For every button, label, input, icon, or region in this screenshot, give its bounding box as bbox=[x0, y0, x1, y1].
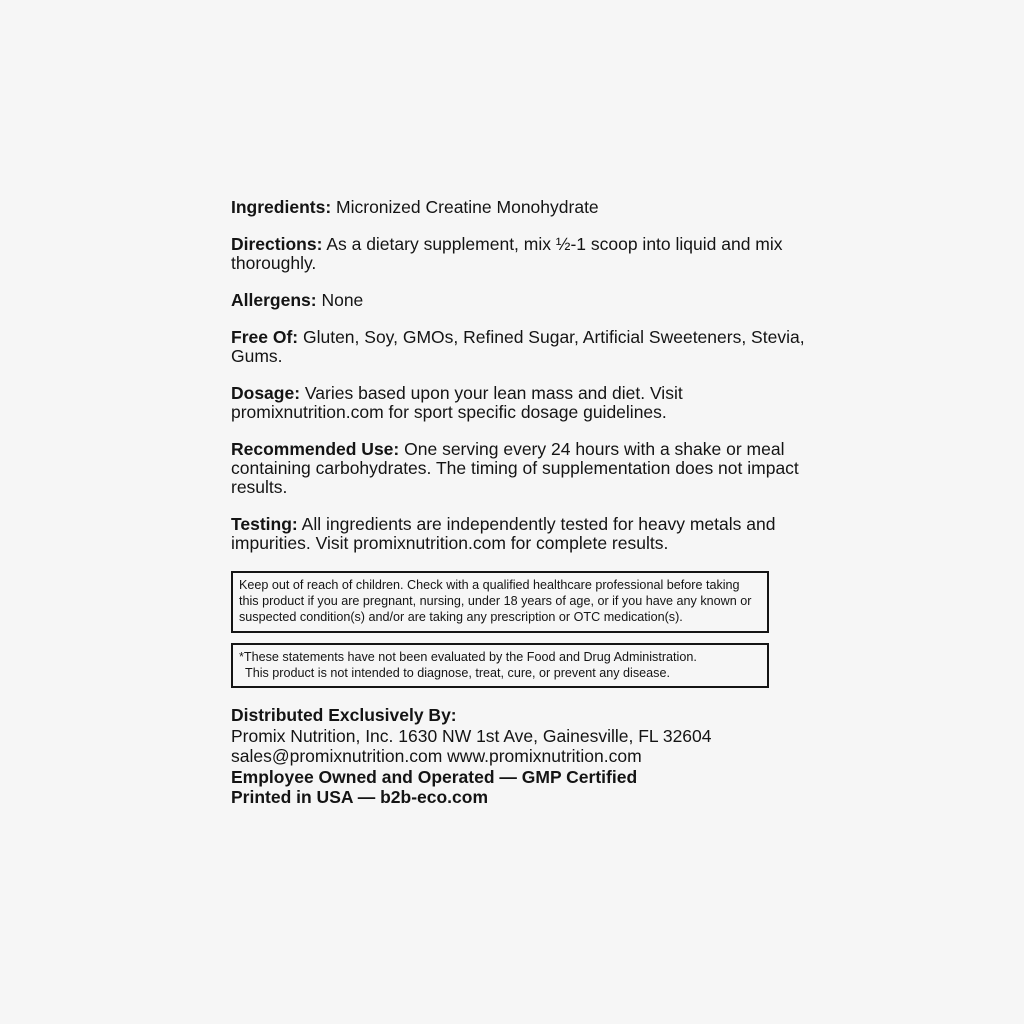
testing-text: All ingredients are independently tested for heavy metals and impurities. Visit promixnutrition.com for complete results. bbox=[231, 514, 776, 553]
distributor-address: Promix Nutrition, Inc. 1630 NW 1st Ave, Gainesville, FL 32604 bbox=[231, 725, 712, 746]
allergens-section bbox=[231, 291, 811, 310]
recommended-use-heading: Recommended Use: bbox=[231, 439, 400, 459]
recommended-use-text: One serving every 24 hours with a shake or meal containing carbohydrates. The timing of supplementation does not impact results. bbox=[231, 439, 799, 497]
warning-box bbox=[231, 571, 769, 633]
testing-heading: Testing: bbox=[231, 514, 298, 534]
directions-text: As a dietary supplement, mix ½-1 scoop into liquid and mix thoroughly. bbox=[231, 234, 783, 273]
allergens-heading: Allergens: bbox=[231, 290, 317, 310]
allergens-text: None bbox=[321, 290, 364, 310]
ingredients-text: Micronized Creatine Monohydrate bbox=[336, 197, 599, 217]
distributor-contact: sales@promixnutrition.com www.promixnutrition.com bbox=[231, 746, 642, 767]
directions-section bbox=[231, 235, 811, 273]
testing-section bbox=[231, 515, 811, 553]
ingredients-heading: Ingredients: bbox=[231, 197, 332, 217]
fda-disclaimer-box bbox=[231, 643, 769, 688]
directions-heading: Directions: bbox=[231, 234, 323, 254]
printed-statement: Printed in USA — b2b-eco.com bbox=[231, 787, 489, 808]
supplement-label bbox=[231, 198, 811, 808]
distributor-block bbox=[231, 705, 811, 808]
recommended-use-section bbox=[231, 440, 811, 497]
free-of-section bbox=[231, 328, 811, 366]
dosage-section bbox=[231, 384, 811, 422]
ingredients-section bbox=[231, 198, 811, 217]
free-of-text: Gluten, Soy, GMOs, Refined Sugar, Artificial Sweeteners, Stevia, Gums. bbox=[231, 327, 805, 366]
ownership-statement: Employee Owned and Operated — GMP Certified bbox=[231, 766, 638, 787]
warning-text: Keep out of reach of children. Check with a qualified healthcare professional before taking this product if you are pregnant, nursing, under 18 years of age, or if you have any known or suspected condition(s) and/or are taking any prescription or OTC medication(s). bbox=[239, 578, 752, 625]
disclaimer-line-1: *These statements have not been evaluated by the Food and Drug Administration. bbox=[239, 649, 697, 664]
disclaimer-line-2: This product is not intended to diagnose, treat, cure, or prevent any disease. bbox=[245, 665, 670, 680]
distributor-heading: Distributed Exclusively By: bbox=[231, 705, 457, 726]
free-of-heading: Free Of: bbox=[231, 327, 299, 347]
dosage-text: Varies based upon your lean mass and diet. Visit promixnutrition.com for sport specific dosage guidelines. bbox=[231, 383, 683, 422]
dosage-heading: Dosage: bbox=[231, 383, 301, 403]
